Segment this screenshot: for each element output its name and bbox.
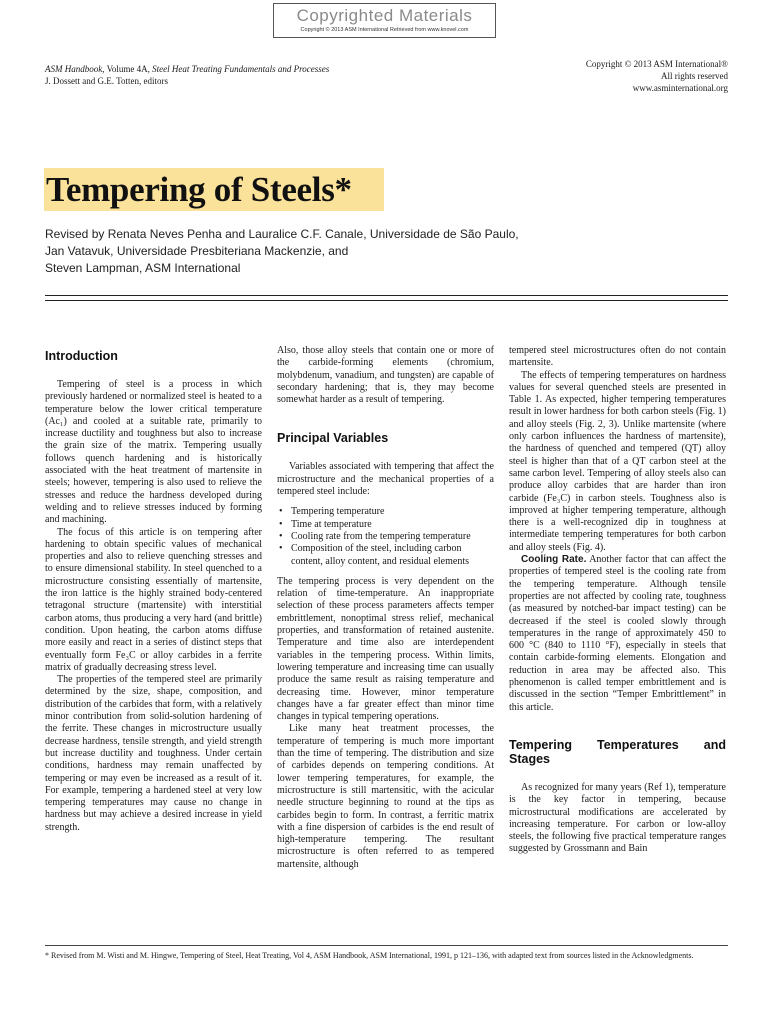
list-item: • Composition of the steel, including carbon content, alloy content, and residual elements — [277, 543, 494, 568]
paragraph: The effects of tempering temperatures on hardness values for several quenched steels are presented in Table 1. As expected, higher tempering temperatures result in lower hardness for both carbon steels (Fig. 1) and alloy steels (Fig. 2, 3). Unlike martensite (where only carbon influences the hardness of martensite), the hardness of quenched and tempered (QT) alloy steel is higher than that of a QT carbon steel at the same carbon level. Tempering of alloy steels also can produce alloy carbides that are harder than iron carbide (Fe₃C) in carbon steels. Toughness also is improved at higher tempering temperature, although there is a well-recognized dip in toughness at intermediate tempering temperatures for both carbon and alloy steels (Fig. 4). — [509, 369, 726, 553]
header-rule — [45, 300, 728, 301]
source-line — [45, 63, 465, 75]
editors: J. Dossett and G.E. Totten, editors — [45, 76, 168, 86]
header-rule — [45, 295, 728, 296]
list-item: • Cooling rate from the tempering temperature — [277, 531, 494, 543]
source-info — [45, 63, 465, 87]
paragraph: Also, those alloy steels that contain one or more of the carbide-forming elements (chromium, molybdenum, vanadium, and tungsten) are capable of secondary hardening; that is, they may become somewhat harder as a result of tempering. — [277, 345, 494, 406]
volume-title: Steel Heat Treating Fundamentals and Processes — [152, 64, 330, 74]
author-line: Revised by Renata Neves Penha and Lauralice C.F. Canale, Universidade de São Paulo, — [45, 227, 519, 241]
footnote: * Revised from M. Wisti and M. Hingwe, Tempering of Steel, Heat Treating, Vol 4, ASM Handbook, ASM International, 1991, p 121–136, with adapted text from sources listed in the Acknowledgments. — [45, 951, 694, 960]
handbook-name: ASM Handbook — [45, 64, 103, 74]
text-column-2 — [277, 345, 494, 871]
banner-title: Copyrighted Materials — [296, 6, 473, 25]
text-column-1 — [45, 345, 262, 834]
rights-block — [508, 58, 728, 94]
list-item: • Time at temperature — [277, 519, 494, 531]
paragraph: The properties of the tempered steel are primarily determined by the size, shape, composition, and distribution of the carbides that form, with a relatively minor contribution from solid-solution hardening of the ferrite. These changes in microstructure usually decrease hardness, tensile strength, and yield strength but increase ductility and toughness. Under certain conditions, hardness may remain unaffected by tempering or may even be increased as a result of it. For example, tempering a hardened steel at very low tempering temperatures may cause no change in hardness but may achieve a desired increase in yield strength. — [45, 674, 262, 833]
list-item: • Tempering temperature — [277, 506, 494, 518]
copyright-banner — [273, 3, 496, 38]
paragraph: As recognized for many years (Ref 1), temperature is the key factor in tempering, because microstructural modifications are accelerated by increasing temperature. For carbon or low-alloy steels, the following five practical temperature ranges suggested by Grossmann and Bain — [509, 781, 726, 855]
author-line: Steven Lampman, ASM International — [45, 261, 241, 275]
variable-list — [277, 506, 494, 567]
paragraph: The tempering process is very dependent on the relation of time-temperature. An inappropriate selection of these process parameters affects temper embrittlement, nonoptimal stress relief, mechanical properties, and transformation of retained austenite. Temperature and time also are interdependent variables in the tempering process. Within limits, lowering temperature and increasing time can usually produce the same result as raising temperature and decreasing time. However, minor temperature changes have a far greater effect than minor time changes in typical tempering operations. — [277, 575, 494, 723]
paragraph: Tempering of steel is a process in which previously hardened or normalized steel is heated to a temperature below the lower critical temperature (Ac₁) and cooled at a suitable rate, primarily to increase ductility and toughness but also to increase the grain size of the matrix. Tempering usually follows quench hardening and is historically associated with the heat treatment of martensite in steels; however, tempering is also used to relieve the stresses and reduce the hardness developed during welding and to relieve stresses induced by forming and machining. — [45, 379, 262, 526]
author-line: Jan Vatavuk, Universidade Presbiteriana Mackenzie, and — [45, 244, 349, 258]
section-heading-principal-variables: Principal Variables — [277, 431, 389, 446]
volume-text: , Volume 4A, — [102, 64, 153, 74]
author-list — [45, 226, 645, 277]
runin-heading-cooling-rate: Cooling Rate. — [521, 554, 587, 566]
paragraph: Like many heat treatment processes, the temperature of tempering is much more important than the time of tempering. The distribution and size of carbides depends on tempering conditions. At lower tempering temperatures, for example, the microstructure is still martensitic, with the acicular needle structure beginning to round at the tips as carbides begin to form. In contrast, a ferritic matrix with a fine dispersion of carbides is the end result of high-temperature tempering. The resultant microstructure is often referred to as tempered martensite, although — [277, 723, 494, 870]
copyright-notice: Copyright © 2013 ASM International® — [585, 59, 728, 69]
website: www.asminternational.org — [632, 83, 728, 93]
paragraph: Variables associated with tempering that affect the microstructure and the mechanical properties of a tempered steel include: — [277, 461, 494, 498]
section-heading-introduction: Introduction — [45, 349, 118, 363]
banner-subtitle: Copyright © 2013 ASM International Retrieved from www.knovel.com — [300, 27, 469, 33]
article-title: Tempering of Steels* — [44, 168, 384, 211]
paragraph: tempered steel microstructures often do not contain martensite. — [509, 345, 726, 369]
paragraph-text: Another factor that can affect the properties of tempered steel is the cooling rate from the tempering temperature. Although tensile properties are not affected by cooling rate, toughness (as measured by notched-bar impact testing) can be decreased if the steel is cooled slowly through temperatures in the range of approximately 450 to 600 °C (840 to 1110 °F), especially in steels that contain carbide-forming elements. Elongation and reduction in area may be affected also. This phenomenon is called temper embrittlement and is discussed in the section “Temper Embrittlement” in this article. — [509, 554, 726, 713]
section-heading-tempering-temperatures: Tempering Temperatures and Stages — [509, 737, 726, 766]
paragraph: The focus of this article is on tempering after hardening to obtain specific values of mechanical properties and also to relieve quenching stresses and to ensure dimensional stability. In steel quenched to a microstructure consisting essentially of martensite, the iron lattice is the highly strained body-centered tetragonal structure (martensite) with interstitial carbon atoms, thus producing a very hard (and brittle) condition. Upon heating, the carbon atoms diffuse more easily and react in a series of distinct steps that eventually form Fe₃C or alloy carbides in a ferrite matrix of gradually decreasing stress level. — [45, 526, 262, 673]
paragraph — [509, 554, 726, 714]
footnote-rule — [45, 945, 728, 946]
rights-reserved: All rights reserved — [661, 71, 728, 81]
text-column-3 — [509, 345, 726, 856]
